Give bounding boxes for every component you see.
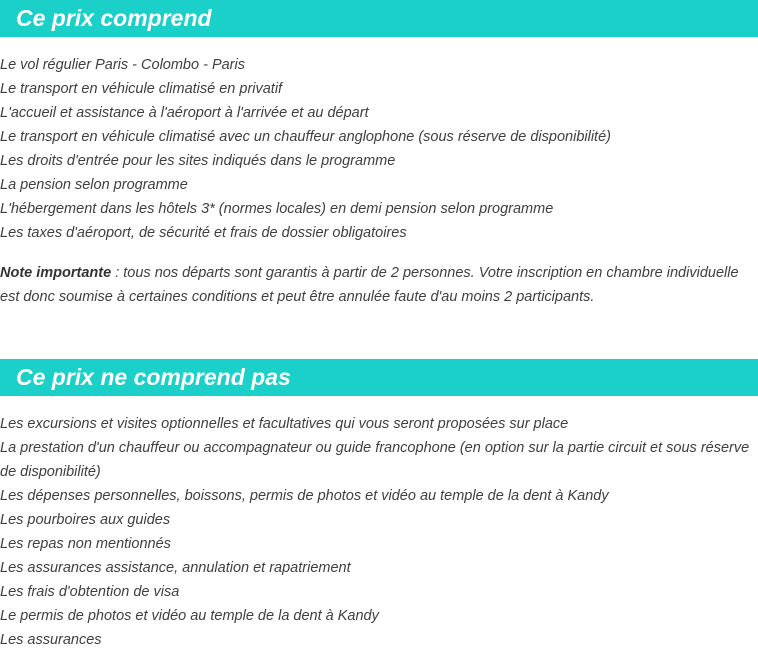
list-item: La prestation d'un chauffeur ou accompagnateur ou guide francophone (en option sur la partie circuit et sous réserve de disponibilité)	[0, 440, 750, 480]
list-item: Le transport en véhicule climatisé avec un chauffeur anglophone (sous réserve de disponibilité)	[0, 129, 611, 145]
list-item: Les repas non mentionnés	[0, 536, 171, 552]
list-item: La pension selon programme	[0, 177, 188, 193]
important-note	[0, 261, 752, 309]
list-item: Les frais d'obtention de visa	[0, 584, 180, 600]
included-section-header	[0, 0, 758, 37]
list-item: Les assurances assistance, annulation et rapatriement	[0, 560, 351, 576]
important-note-label: Note importante	[0, 265, 112, 281]
list-item: Les assurances	[0, 632, 102, 648]
list-item: Les droits d'entrée pour les sites indiqués dans le programme	[0, 153, 396, 169]
list-item: Le transport en véhicule climatisé en privatif	[0, 81, 283, 97]
list-item: L'accueil et assistance à l'aéroport à l'arrivée et au départ	[0, 105, 369, 121]
important-note-text: : tous nos départs sont garantis à partir de 2 personnes. Votre inscription en chambre individuelle est donc soumise à certaines conditions et peut être annulée faute d'au moins 2 participants.	[0, 265, 739, 305]
excluded-section-title: Ce prix ne comprend pas	[16, 364, 291, 390]
included-list	[0, 53, 758, 245]
list-item: Le vol régulier Paris - Colombo - Paris	[0, 57, 245, 73]
included-section-title: Ce prix comprend	[16, 5, 212, 31]
list-item: Les pourboires aux guides	[0, 512, 171, 528]
list-item: Les taxes d'aéroport, de sécurité et frais de dossier obligatoires	[0, 225, 407, 241]
list-item: Le permis de photos et vidéo au temple de la dent à Kandy	[0, 608, 379, 624]
list-item: L'hébergement dans les hôtels 3* (normes locales) en demi pension selon programme	[0, 201, 554, 217]
excluded-section-header	[0, 359, 758, 396]
list-item: Les dépenses personnelles, boissons, permis de photos et vidéo au temple de la dent à Kandy	[0, 488, 609, 504]
list-item: Les excursions et visites optionnelles et facultatives qui vous seront proposées sur place	[0, 416, 569, 432]
excluded-list	[0, 412, 758, 652]
